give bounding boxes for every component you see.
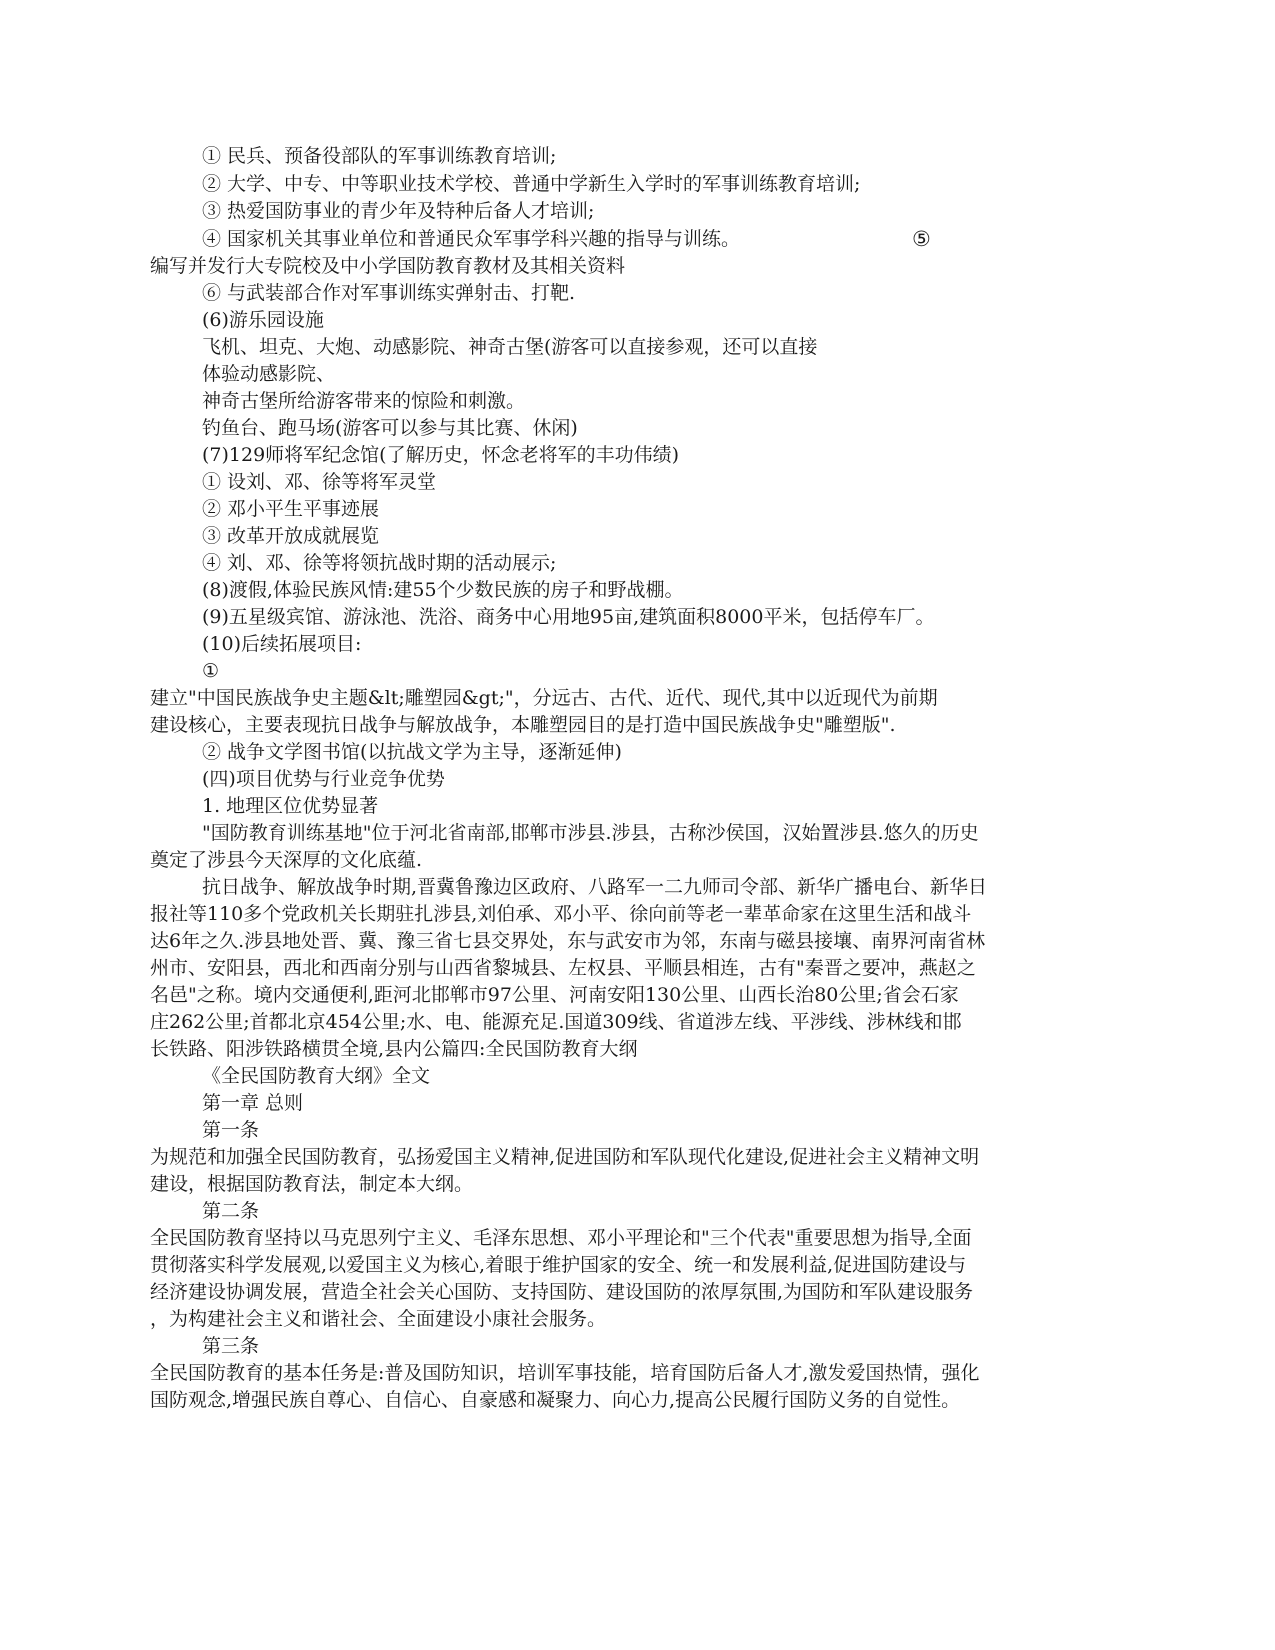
paragraph-line: 经济建设协调发展，营造全社会关心国防、支持国防、建设国防的浓厚氛围,为国防和军队建设服务	[150, 1281, 974, 1303]
paragraph-line: 体验动感影院、	[202, 363, 336, 385]
list-item-2: ② 大学、中专、中等职业技术学校、普通中学新生入学时的军事训练教育培训;	[202, 173, 861, 195]
article-heading-1: 第一条	[202, 1119, 260, 1141]
paragraph-line: 国防观念,增强民族自尊心、自信心、自豪感和凝聚力、向心力,提高公民履行国防义务的自觉性。	[150, 1389, 961, 1411]
paragraph-line: ，为构建社会主义和谐社会、全面建设小康社会服务。	[150, 1308, 607, 1330]
list-item: ② 邓小平生平事迹展	[202, 498, 380, 520]
section-heading-10: (10)后续拓展项目:	[202, 633, 362, 655]
list-item-5-text: 编写并发行大专院校及中小学国防教育教材及其相关资料	[150, 255, 626, 277]
paragraph-line: 飞机、坦克、大炮、动感影院、神奇古堡(游客可以直接参观，还可以直接	[202, 336, 818, 358]
paragraph-line: 名邑"之称。境内交通便利,距河北邯郸市97公里、河南安阳130公里、山西长治80公里;省会石家	[150, 984, 959, 1006]
paragraph-line: 建设核心，主要表现抗日战争与解放战争，本雕塑园目的是打造中国民族战争史"雕塑版".	[150, 714, 896, 736]
paragraph-line: 全民国防教育的基本任务是:普及国防知识，培训军事技能，培育国防后备人才,激发爱国热情，强化	[150, 1362, 980, 1384]
list-item: ③ 改革开放成就展览	[202, 525, 380, 547]
paragraph-line: 为规范和加强全民国防教育，弘扬爱国主义精神,促进国防和军队现代化建设,促进社会主义精神文明	[150, 1146, 980, 1168]
paragraph-line: 奠定了涉县今天深厚的文化底蕴.	[150, 849, 423, 871]
list-item-marker: ①	[202, 660, 220, 682]
section-heading-4: (四)项目优势与行业竞争优势	[202, 768, 445, 790]
section-heading-7: (7)129师将军纪念馆(了解历史，怀念老将军的丰功伟绩)	[202, 444, 680, 466]
paragraph-line: 钓鱼台、跑马场(游客可以参与其比赛、休闲)	[202, 417, 578, 439]
paragraph-line: 达6年之久.涉县地处晋、冀、豫三省七县交界处，东与武安市为邻，东南与磁县接壤、南界河南省林	[150, 930, 986, 952]
paragraph-line: 全民国防教育坚持以马克思列宁主义、毛泽东思想、邓小平理论和"三个代表"重要思想为指导,全面	[150, 1227, 972, 1249]
list-item: ② 战争文学图书馆(以抗战文学为主导，逐渐延伸)	[202, 741, 622, 763]
paragraph-line: 建设，根据国防教育法，制定本大纲。	[150, 1173, 474, 1195]
article-heading-2: 第二条	[202, 1200, 260, 1222]
section-heading-8: (8)渡假,体验民族风情:建55个少数民族的房子和野战棚。	[202, 579, 684, 601]
list-item: ① 设刘、邓、徐等将军灵堂	[202, 471, 437, 493]
list-item-5-marker: ⑤	[912, 227, 931, 251]
article-heading-3: 第三条	[202, 1335, 260, 1357]
paragraph-line: 贯彻落实科学发展观,以爱国主义为核心,着眼于维护国家的安全、统一和发展利益,促进国防建设与	[150, 1254, 967, 1276]
document-title: 《全民国防教育大纲》全文	[202, 1065, 431, 1087]
paragraph-line: 抗日战争、解放战争时期,晋冀鲁豫边区政府、八路军一二九师司令部、新华广播电台、新华日	[202, 876, 988, 898]
subsection-heading-1: 1. 地理区位优势显著	[202, 795, 379, 817]
paragraph-line: 神奇古堡所给游客带来的惊险和刺激。	[202, 390, 526, 412]
list-item-3: ③ 热爱国防事业的青少年及特种后备人才培训;	[202, 200, 595, 222]
paragraph-line: 庄262公里;首都北京454公里;水、电、能源充足.国道309线、省道涉左线、平涉线、涉林线和邯	[150, 1011, 962, 1033]
paragraph-line: 建立"中国民族战争史主题&lt;雕塑园&gt;"，分远古、古代、近代、现代,其中以近现代为前期	[150, 687, 938, 709]
list-item: ④ 刘、邓、徐等将领抗战时期的活动展示;	[202, 552, 557, 574]
list-item-4: ④ 国家机关其事业单位和普通民众军事学科兴趣的指导与训练。	[202, 228, 741, 250]
paragraph-line: "国防教育训练基地"位于河北省南部,邯郸市涉县.涉县，古称沙侯国，汉始置涉县.悠久的历史	[202, 822, 979, 844]
paragraph-line: 长铁路、阳涉铁路横贯全境,县内公篇四:全民国防教育大纲	[150, 1038, 638, 1060]
list-item-6: ⑥ 与武装部合作对军事训练实弹射击、打靶.	[202, 282, 576, 304]
section-heading-6: (6)游乐园设施	[202, 309, 324, 331]
paragraph-line: 报社等110多个党政机关长期驻扎涉县,刘伯承、邓小平、徐向前等老一辈革命家在这里生活和战斗	[150, 903, 972, 925]
section-heading-9: (9)五星级宾馆、游泳池、洗浴、商务中心用地95亩,建筑面积8000平米，包括停车厂。	[202, 606, 935, 628]
chapter-heading: 第一章 总则	[202, 1092, 304, 1114]
list-item-1: ① 民兵、预备役部队的军事训练教育培训;	[202, 145, 557, 167]
paragraph-line: 州市、安阳县，西北和西南分别与山西省黎城县、左权县、平顺县相连，古有"秦晋之要冲，燕赵之	[150, 957, 976, 979]
